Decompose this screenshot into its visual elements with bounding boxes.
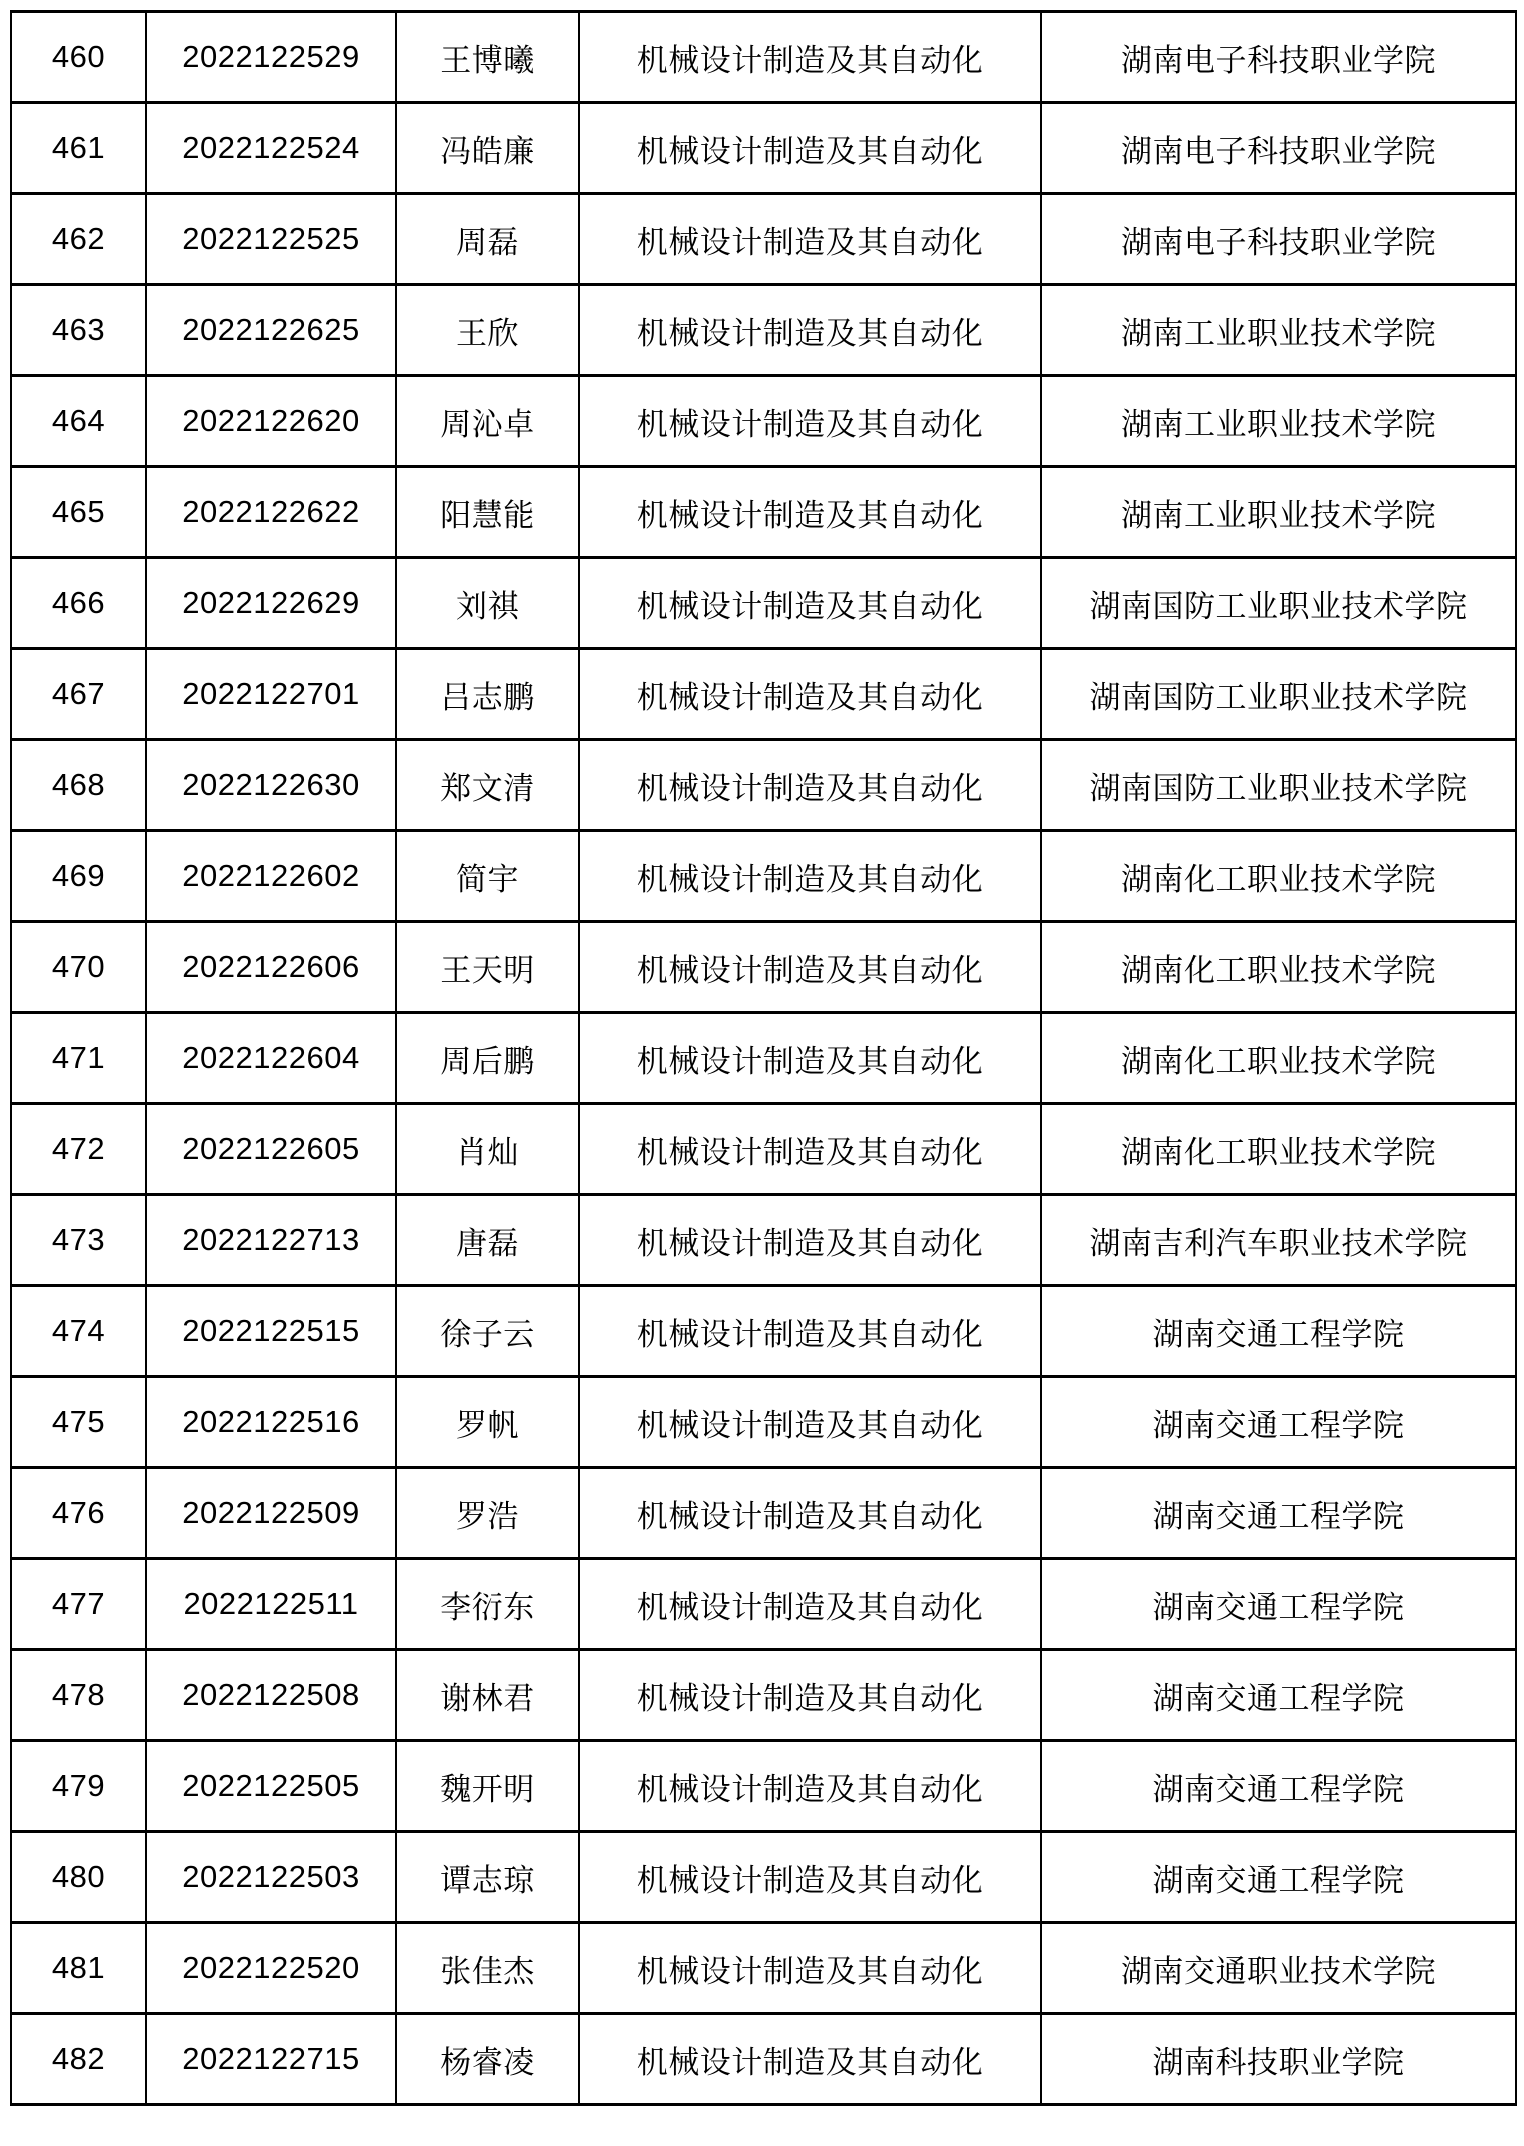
college-cell: 湖南化工职业技术学院 [1041,1013,1516,1104]
serial-cell: 463 [11,285,146,376]
major-cell: 机械设计制造及其自动化 [579,922,1041,1013]
student-name-cell: 刘祺 [396,558,579,649]
college-cell: 湖南国防工业职业技术学院 [1041,649,1516,740]
college-cell: 湖南交通工程学院 [1041,1741,1516,1832]
student-name-cell: 魏开明 [396,1741,579,1832]
student-id-cell: 2022122625 [146,285,396,376]
serial-cell: 468 [11,740,146,831]
college-cell: 湖南国防工业职业技术学院 [1041,558,1516,649]
student-name-cell: 周沁卓 [396,376,579,467]
major-cell: 机械设计制造及其自动化 [579,467,1041,558]
student-id-cell: 2022122713 [146,1195,396,1286]
student-name-cell: 杨睿凌 [396,2014,579,2105]
college-cell: 湖南交通工程学院 [1041,1650,1516,1741]
major-cell: 机械设计制造及其自动化 [579,376,1041,467]
college-cell: 湖南化工职业技术学院 [1041,1104,1516,1195]
major-cell: 机械设计制造及其自动化 [579,1377,1041,1468]
major-cell: 机械设计制造及其自动化 [579,1650,1041,1741]
serial-cell: 481 [11,1923,146,2014]
college-cell: 湖南吉利汽车职业技术学院 [1041,1195,1516,1286]
table-row [11,1832,1516,1923]
table-row [11,1013,1516,1104]
student-name-cell: 张佳杰 [396,1923,579,2014]
student-id-cell: 2022122524 [146,103,396,194]
serial-cell: 469 [11,831,146,922]
student-id-cell: 2022122606 [146,922,396,1013]
serial-cell: 465 [11,467,146,558]
serial-cell: 473 [11,1195,146,1286]
major-cell: 机械设计制造及其自动化 [579,1013,1041,1104]
student-allocation-table [10,10,1517,2106]
student-name-cell: 罗浩 [396,1468,579,1559]
student-id-cell: 2022122509 [146,1468,396,1559]
student-id-cell: 2022122604 [146,1013,396,1104]
table-row [11,376,1516,467]
major-cell: 机械设计制造及其自动化 [579,1468,1041,1559]
student-id-cell: 2022122701 [146,649,396,740]
serial-cell: 479 [11,1741,146,1832]
student-name-cell: 简宇 [396,831,579,922]
table-row [11,467,1516,558]
serial-cell: 466 [11,558,146,649]
major-cell: 机械设计制造及其自动化 [579,1286,1041,1377]
serial-cell: 461 [11,103,146,194]
major-cell: 机械设计制造及其自动化 [579,649,1041,740]
student-id-cell: 2022122505 [146,1741,396,1832]
student-id-cell: 2022122630 [146,740,396,831]
student-id-cell: 2022122503 [146,1832,396,1923]
major-cell: 机械设计制造及其自动化 [579,1104,1041,1195]
student-id-cell: 2022122529 [146,12,396,103]
major-cell: 机械设计制造及其自动化 [579,1923,1041,2014]
college-cell: 湖南工业职业技术学院 [1041,467,1516,558]
table-row [11,649,1516,740]
student-name-cell: 郑文清 [396,740,579,831]
student-id-cell: 2022122520 [146,1923,396,2014]
serial-cell: 474 [11,1286,146,1377]
major-cell: 机械设计制造及其自动化 [579,831,1041,922]
major-cell: 机械设计制造及其自动化 [579,740,1041,831]
student-name-cell: 谢林君 [396,1650,579,1741]
major-cell: 机械设计制造及其自动化 [579,2014,1041,2105]
table-row [11,558,1516,649]
major-cell: 机械设计制造及其自动化 [579,558,1041,649]
student-name-cell: 吕志鹏 [396,649,579,740]
college-cell: 湖南交通工程学院 [1041,1832,1516,1923]
table-row [11,285,1516,376]
college-cell: 湖南科技职业学院 [1041,2014,1516,2105]
student-id-cell: 2022122515 [146,1286,396,1377]
student-name-cell: 冯皓廉 [396,103,579,194]
student-id-cell: 2022122605 [146,1104,396,1195]
serial-cell: 480 [11,1832,146,1923]
student-id-cell: 2022122622 [146,467,396,558]
table-row [11,1286,1516,1377]
serial-cell: 477 [11,1559,146,1650]
college-cell: 湖南化工职业技术学院 [1041,831,1516,922]
college-cell: 湖南工业职业技术学院 [1041,376,1516,467]
student-id-cell: 2022122516 [146,1377,396,1468]
college-cell: 湖南化工职业技术学院 [1041,922,1516,1013]
student-id-cell: 2022122511 [146,1559,396,1650]
college-cell: 湖南交通职业技术学院 [1041,1923,1516,2014]
student-id-cell: 2022122620 [146,376,396,467]
student-id-cell: 2022122602 [146,831,396,922]
major-cell: 机械设计制造及其自动化 [579,1195,1041,1286]
table-row [11,1468,1516,1559]
serial-cell: 460 [11,12,146,103]
table-row [11,1741,1516,1832]
table-row [11,1650,1516,1741]
student-name-cell: 王天明 [396,922,579,1013]
major-cell: 机械设计制造及其自动化 [579,1741,1041,1832]
college-cell: 湖南交通工程学院 [1041,1377,1516,1468]
table-row [11,922,1516,1013]
student-name-cell: 周磊 [396,194,579,285]
table-row [11,1195,1516,1286]
student-name-cell: 肖灿 [396,1104,579,1195]
serial-cell: 478 [11,1650,146,1741]
student-id-cell: 2022122629 [146,558,396,649]
college-cell: 湖南电子科技职业学院 [1041,12,1516,103]
college-cell: 湖南电子科技职业学院 [1041,103,1516,194]
table-row [11,194,1516,285]
student-name-cell: 李衍东 [396,1559,579,1650]
serial-cell: 462 [11,194,146,285]
major-cell: 机械设计制造及其自动化 [579,103,1041,194]
serial-cell: 470 [11,922,146,1013]
serial-cell: 482 [11,2014,146,2105]
serial-cell: 471 [11,1013,146,1104]
table-row [11,740,1516,831]
student-id-cell: 2022122508 [146,1650,396,1741]
table-row [11,12,1516,103]
major-cell: 机械设计制造及其自动化 [579,1832,1041,1923]
student-id-cell: 2022122525 [146,194,396,285]
serial-cell: 475 [11,1377,146,1468]
table-row [11,1559,1516,1650]
serial-cell: 464 [11,376,146,467]
student-id-cell: 2022122715 [146,2014,396,2105]
college-cell: 湖南交通工程学院 [1041,1559,1516,1650]
college-cell: 湖南工业职业技术学院 [1041,285,1516,376]
student-name-cell: 王博曦 [396,12,579,103]
serial-cell: 472 [11,1104,146,1195]
college-cell: 湖南交通工程学院 [1041,1468,1516,1559]
college-cell: 湖南交通工程学院 [1041,1286,1516,1377]
table-row [11,1104,1516,1195]
table-row [11,2014,1516,2105]
serial-cell: 476 [11,1468,146,1559]
student-name-cell: 唐磊 [396,1195,579,1286]
major-cell: 机械设计制造及其自动化 [579,12,1041,103]
table-row [11,103,1516,194]
major-cell: 机械设计制造及其自动化 [579,1559,1041,1650]
college-cell: 湖南电子科技职业学院 [1041,194,1516,285]
major-cell: 机械设计制造及其自动化 [579,285,1041,376]
student-name-cell: 谭志琼 [396,1832,579,1923]
serial-cell: 467 [11,649,146,740]
student-name-cell: 王欣 [396,285,579,376]
table-row [11,1923,1516,2014]
student-name-cell: 周后鹏 [396,1013,579,1104]
student-name-cell: 阳慧能 [396,467,579,558]
student-name-cell: 罗帆 [396,1377,579,1468]
student-name-cell: 徐子云 [396,1286,579,1377]
college-cell: 湖南国防工业职业技术学院 [1041,740,1516,831]
table-row [11,831,1516,922]
table-body [11,12,1516,2105]
table-row [11,1377,1516,1468]
major-cell: 机械设计制造及其自动化 [579,194,1041,285]
